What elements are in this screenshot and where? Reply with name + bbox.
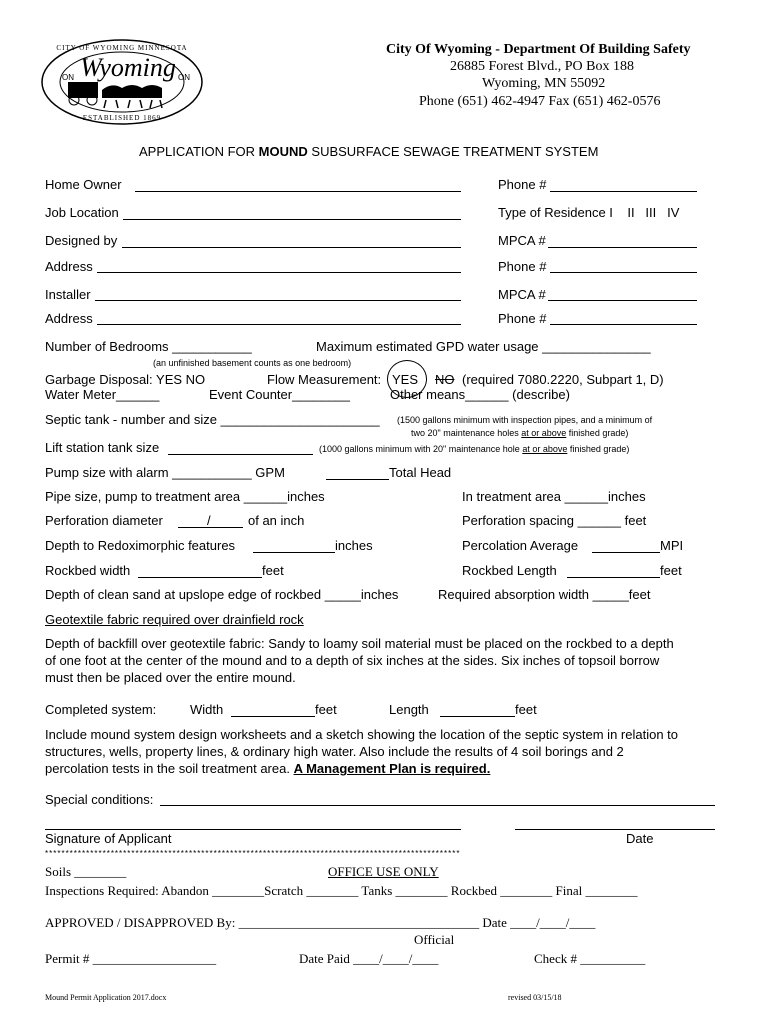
pump-size-field[interactable]: Pump size with alarm ___________ GPM xyxy=(45,465,285,480)
backfill-text-line3: must then be placed over the entire mound. xyxy=(45,670,296,685)
flow-no-option[interactable]: NO xyxy=(435,372,455,387)
depth-redox-field[interactable] xyxy=(253,552,335,553)
in-treatment-area-field[interactable]: In treatment area ______inches xyxy=(462,489,646,504)
mpca2-field[interactable] xyxy=(548,300,697,301)
footer-revised: revised 03/15/18 xyxy=(508,993,562,1002)
address1-field[interactable] xyxy=(97,272,461,273)
phone1-label: Phone # xyxy=(498,177,547,192)
soils-field[interactable]: Soils ________ xyxy=(45,864,127,879)
office-use-heading: OFFICE USE ONLY xyxy=(328,864,439,879)
flow-yes-option[interactable]: YES xyxy=(392,372,419,387)
svg-text:ON: ON xyxy=(62,73,74,82)
garbage-disposal-field[interactable]: Garbage Disposal: YES NO xyxy=(45,372,206,387)
completed-length-field[interactable] xyxy=(440,716,515,717)
org-address-line2: Wyoming, MN 55092 xyxy=(482,76,606,91)
lift-station-label: Lift station tank size xyxy=(45,440,160,455)
phone3-label: Phone # xyxy=(498,311,547,326)
rockbed-width-field[interactable] xyxy=(138,577,262,578)
percolation-average-field[interactable] xyxy=(592,552,660,553)
pipe-size-field[interactable]: Pipe size, pump to treatment area ______inches xyxy=(45,489,325,504)
form-title: APPLICATION FOR MOUND SUBSURFACE SEWAGE TREATMENT SYSTEM xyxy=(139,144,599,159)
percolation-average-label: Percolation Average xyxy=(462,538,579,553)
permit-number-field[interactable]: Permit # ___________________ xyxy=(45,951,217,966)
other-means-field[interactable]: Other means______ (describe) xyxy=(390,387,570,402)
org-address-line1: 26885 Forest Blvd., PO Box 188 xyxy=(450,59,634,74)
flow-measurement-label: Flow Measurement: xyxy=(267,372,382,387)
gpd-field[interactable]: Maximum estimated GPD water usage _______________ xyxy=(316,339,651,354)
percolation-average-unit: MPI xyxy=(660,538,684,553)
home-owner-label: Home Owner xyxy=(45,177,122,192)
city-seal-logo xyxy=(40,38,205,126)
footer-filename: Mound Permit Application 2017.docx xyxy=(45,993,167,1002)
installer-label: Installer xyxy=(45,287,91,302)
water-meter-field[interactable]: Water Meter______ xyxy=(45,387,160,402)
flow-required-note: (required 7080.2220, Subpart 1, D) xyxy=(462,372,664,387)
lift-station-note: (1000 gallons minimum with 20" maintenance hole at or above finished grade) xyxy=(319,444,630,454)
perforation-diameter-unit: of an inch xyxy=(248,513,305,528)
date-paid-field[interactable]: Date Paid ____/____/____ xyxy=(299,951,439,966)
completed-system-label: Completed system: xyxy=(45,702,157,717)
perforation-diameter-label: Perforation diameter xyxy=(45,513,163,528)
check-number-field[interactable]: Check # __________ xyxy=(534,951,646,966)
designed-by-label: Designed by xyxy=(45,233,118,248)
total-head-field[interactable] xyxy=(326,479,389,480)
total-head-label: Total Head xyxy=(389,465,452,480)
address2-field[interactable] xyxy=(97,324,461,325)
backfill-text-line2: of one foot at the center of the mound and to a depth of six inches at the sides. Six inches of topsoil borrow xyxy=(45,653,660,668)
septic-note-line2: two 20" maintenance holes at or above finished grade) xyxy=(411,428,629,438)
approval-field[interactable]: APPROVED / DISAPPROVED By: _____________________________________ Date ____/____/____ xyxy=(45,915,596,930)
address1-label: Address xyxy=(45,259,93,274)
rockbed-width-unit: feet xyxy=(262,563,284,578)
event-counter-field[interactable]: Event Counter________ xyxy=(209,387,350,402)
signature-date-label: Date xyxy=(626,831,654,846)
official-label: Official xyxy=(414,932,455,947)
required-absorption-field[interactable]: Required absorption width _____feet xyxy=(438,587,651,602)
perforation-spacing-field[interactable]: Perforation spacing ______ feet xyxy=(462,513,647,528)
address2-label: Address xyxy=(45,311,93,326)
installer-field[interactable] xyxy=(95,300,461,301)
mpca1-field[interactable] xyxy=(548,247,697,248)
depth-redox-label: Depth to Redoximorphic features xyxy=(45,538,236,553)
job-location-field[interactable] xyxy=(123,219,461,220)
completed-length-unit: feet xyxy=(515,702,537,717)
signature-label: Signature of Applicant xyxy=(45,831,172,846)
completed-width-unit: feet xyxy=(315,702,337,717)
svg-text:CITY OF WYOMING MINNESOTA: CITY OF WYOMING MINNESOTA xyxy=(56,44,188,52)
include-text-line3: percolation tests in the soil treatment area. A Management Plan is required. xyxy=(45,761,491,776)
rockbed-width-label: Rockbed width xyxy=(45,563,131,578)
designed-by-field[interactable] xyxy=(122,247,461,248)
rockbed-length-label: Rockbed Length xyxy=(462,563,557,578)
special-conditions-field[interactable] xyxy=(160,805,715,806)
completed-width-field[interactable] xyxy=(231,716,315,717)
signature-date-field[interactable] xyxy=(515,829,715,830)
phone3-field[interactable] xyxy=(550,324,697,325)
inspections-required-field[interactable]: Inspections Required: Abandon ________Scratch ________ Tanks ________ Rockbed ________ Final ________ xyxy=(45,883,638,898)
rockbed-length-field[interactable] xyxy=(567,577,660,578)
signature-field[interactable] xyxy=(45,829,461,830)
completed-width-label: Width xyxy=(190,702,224,717)
depth-redox-unit: inches xyxy=(335,538,373,553)
separator-stars: ***************************************************************************************************** xyxy=(45,849,461,858)
perforation-diameter-slash: / xyxy=(207,513,211,528)
rockbed-length-unit: feet xyxy=(660,563,682,578)
svg-text:ESTABLISHED 1869: ESTABLISHED 1869 xyxy=(82,114,162,122)
completed-length-label: Length xyxy=(389,702,429,717)
special-conditions-label: Special conditions: xyxy=(45,792,154,807)
backfill-text-line1: Depth of backfill over geotextile fabric: Sandy to loamy soil material must be placed on the rockbed to a depth xyxy=(45,636,674,651)
septic-tank-field[interactable]: Septic tank - number and size ______________________ xyxy=(45,412,380,427)
mpca2-label: MPCA # xyxy=(498,287,546,302)
include-text-line2: structures, wells, property lines, & ordinary high water. Also include the results of 4 soil borings and 2 xyxy=(45,744,624,759)
org-phone: Phone (651) 462-4947 Fax (651) 462-0576 xyxy=(419,94,661,109)
bedrooms-note: (an unfinished basement counts as one bedroom) xyxy=(153,358,352,368)
bedrooms-field[interactable]: Number of Bedrooms ___________ xyxy=(45,339,252,354)
lift-station-field[interactable] xyxy=(168,454,313,455)
depth-clean-sand-field[interactable]: Depth of clean sand at upslope edge of rockbed _____inches xyxy=(45,587,399,602)
svg-text:Wyoming: Wyoming xyxy=(80,53,176,82)
home-owner-field[interactable] xyxy=(135,191,461,192)
job-location-label: Job Location xyxy=(45,205,119,220)
svg-text:ON: ON xyxy=(178,73,190,82)
septic-note-line1: (1500 gallons minimum with inspection pipes, and a minimum of xyxy=(397,415,653,425)
phone1-field[interactable] xyxy=(550,191,697,192)
phone2-field[interactable] xyxy=(550,272,697,273)
include-text-line1: Include mound system design worksheets and a sketch showing the location of the septic system in relation to xyxy=(45,727,679,742)
phone2-label: Phone # xyxy=(498,259,547,274)
mpca1-label: MPCA # xyxy=(498,233,546,248)
org-name: City Of Wyoming - Department Of Building Safety xyxy=(386,42,691,57)
geotextile-heading: Geotextile fabric required over drainfield rock xyxy=(45,612,304,627)
type-of-residence-label[interactable]: Type of Residence I II III IV xyxy=(498,205,680,220)
